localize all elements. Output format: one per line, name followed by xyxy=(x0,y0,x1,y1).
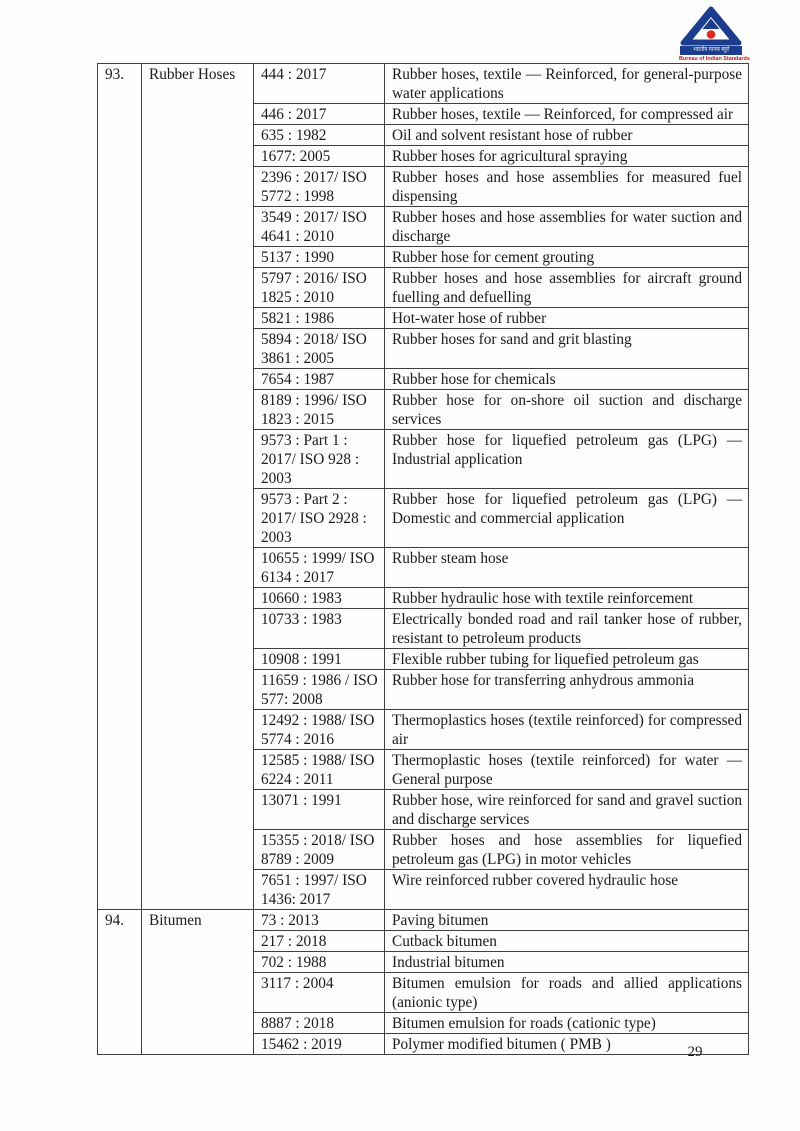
description-cell: Bitumen emulsion for roads (cationic type) xyxy=(385,1013,749,1034)
is-number-cell: 10908 : 1991 xyxy=(254,649,385,670)
is-number-cell: 9573 : Part 1 : 2017/ ISO 928 : 2003 xyxy=(254,430,385,489)
description-cell: Rubber hose for cement grouting xyxy=(385,247,749,268)
is-number-cell: 73 : 2013 xyxy=(254,910,385,931)
is-number-cell: 3549 : 2017/ ISO 4641 : 2010 xyxy=(254,207,385,247)
is-number-cell: 446 : 2017 xyxy=(254,104,385,125)
bis-logo-english-text: Bureau of Indian Standards xyxy=(678,56,750,62)
is-number-cell: 13071 : 1991 xyxy=(254,790,385,830)
description-cell: Rubber hose for transferring anhydrous ammonia xyxy=(385,670,749,710)
is-number-cell: 8887 : 2018 xyxy=(254,1013,385,1034)
is-number-cell: 7651 : 1997/ ISO 1436: 2017 xyxy=(254,870,385,910)
is-number-cell: 12492 : 1988/ ISO 5774 : 2016 xyxy=(254,710,385,750)
description-cell: Rubber hose, wire reinforced for sand and gravel suction and discharge services xyxy=(385,790,749,830)
description-cell: Oil and solvent resistant hose of rubber xyxy=(385,125,749,146)
description-cell: Rubber hoses and hose assemblies for water suction and discharge xyxy=(385,207,749,247)
bis-logo-triangle-icon xyxy=(680,6,742,46)
description-cell: Polymer modified bitumen ( PMB ) xyxy=(385,1034,749,1055)
description-cell: Paving bitumen xyxy=(385,910,749,931)
is-number-cell: 5137 : 1990 xyxy=(254,247,385,268)
bis-logo-hindi-text: भारतीय मानक ब्यूरो xyxy=(692,47,730,53)
category-cell: Bitumen xyxy=(142,910,254,1055)
page-number: 29 xyxy=(687,1044,703,1060)
description-cell: Rubber hose for liquefied petroleum gas (LPG) — Industrial application xyxy=(385,430,749,489)
description-cell: Electrically bonded road and rail tanker hose of rubber, resistant to petroleum products xyxy=(385,609,749,649)
description-cell: Bitumen emulsion for roads and allied applications (anionic type) xyxy=(385,973,749,1013)
description-cell: Wire reinforced rubber covered hydraulic hose xyxy=(385,870,749,910)
is-number-cell: 12585 : 1988/ ISO 6224 : 2011 xyxy=(254,750,385,790)
is-number-cell: 11659 : 1986 / ISO 577: 2008 xyxy=(254,670,385,710)
is-number-cell: 15462 : 2019 xyxy=(254,1034,385,1055)
is-number-cell: 7654 : 1987 xyxy=(254,369,385,390)
description-cell: Thermoplastic hoses (textile reinforced) for water — General purpose xyxy=(385,750,749,790)
is-number-cell: 5821 : 1986 xyxy=(254,308,385,329)
description-cell: Rubber hose for liquefied petroleum gas (LPG) — Domestic and commercial application xyxy=(385,489,749,548)
description-cell: Flexible rubber tubing for liquefied petroleum gas xyxy=(385,649,749,670)
description-cell: Rubber hoses, textile — Reinforced, for general-purpose water applications xyxy=(385,64,749,104)
description-cell: Rubber hoses and hose assemblies for aircraft ground fuelling and defuelling xyxy=(385,268,749,308)
is-number-cell: 9573 : Part 2 : 2017/ ISO 2928 : 2003 xyxy=(254,489,385,548)
is-number-cell: 5894 : 2018/ ISO 3861 : 2005 xyxy=(254,329,385,369)
description-cell: Rubber hoses and hose assemblies for measured fuel dispensing xyxy=(385,167,749,207)
description-cell: Rubber hoses, textile — Reinforced, for compressed air xyxy=(385,104,749,125)
description-cell: Hot-water hose of rubber xyxy=(385,308,749,329)
category-cell: Rubber Hoses xyxy=(142,64,254,910)
description-cell: Rubber hoses and hose assemblies for liquefied petroleum gas (LPG) in motor vehicles xyxy=(385,830,749,870)
description-cell: Rubber steam hose xyxy=(385,548,749,588)
description-cell: Industrial bitumen xyxy=(385,952,749,973)
is-number-cell: 5797 : 2016/ ISO 1825 : 2010 xyxy=(254,268,385,308)
description-cell: Thermoplastics hoses (textile reinforced) for compressed air xyxy=(385,710,749,750)
is-number-cell: 1677: 2005 xyxy=(254,146,385,167)
is-number-cell: 217 : 2018 xyxy=(254,931,385,952)
is-number-cell: 702 : 1988 xyxy=(254,952,385,973)
description-cell: Rubber hydraulic hose with textile reinforcement xyxy=(385,588,749,609)
description-cell: Rubber hoses for sand and grit blasting xyxy=(385,329,749,369)
is-number-cell: 2396 : 2017/ ISO 5772 : 1998 xyxy=(254,167,385,207)
bis-logo xyxy=(678,6,750,63)
description-cell: Rubber hoses for agricultural spraying xyxy=(385,146,749,167)
is-number-cell: 10733 : 1983 xyxy=(254,609,385,649)
description-cell: Rubber hose for on-shore oil suction and discharge services xyxy=(385,390,749,430)
standards-table-body xyxy=(98,64,749,1055)
is-number-cell: 10660 : 1983 xyxy=(254,588,385,609)
standards-table xyxy=(97,63,749,1055)
bis-logo-hindi-band xyxy=(680,46,742,55)
is-number-cell: 444 : 2017 xyxy=(254,64,385,104)
is-number-cell: 10655 : 1999/ ISO 6134 : 2017 xyxy=(254,548,385,588)
table-row xyxy=(98,64,749,104)
is-number-cell: 635 : 1982 xyxy=(254,125,385,146)
serial-number-cell: 93. xyxy=(98,64,142,910)
description-cell: Rubber hose for chemicals xyxy=(385,369,749,390)
description-cell: Cutback bitumen xyxy=(385,931,749,952)
table-row xyxy=(98,910,749,931)
is-number-cell: 15355 : 2018/ ISO 8789 : 2009 xyxy=(254,830,385,870)
is-number-cell: 3117 : 2004 xyxy=(254,973,385,1013)
is-number-cell: 8189 : 1996/ ISO 1823 : 2015 xyxy=(254,390,385,430)
serial-number-cell: 94. xyxy=(98,910,142,1055)
